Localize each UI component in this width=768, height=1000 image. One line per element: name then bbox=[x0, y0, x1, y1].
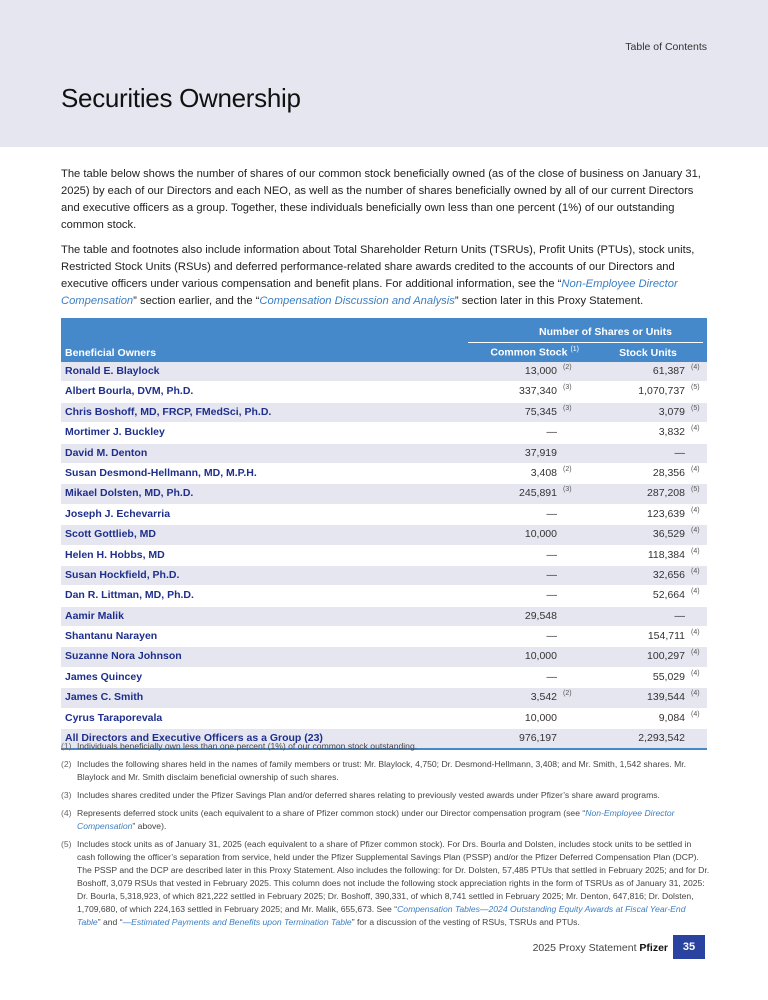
intro-paragraph-2 bbox=[61, 242, 711, 310]
common-stock-value: — bbox=[546, 568, 557, 581]
intro-text bbox=[61, 166, 711, 318]
table-header bbox=[61, 318, 707, 362]
footer-doc-label: 2025 Proxy Statement bbox=[532, 942, 640, 954]
common-stock-value: 75,345 bbox=[524, 405, 557, 418]
table-row bbox=[61, 668, 707, 688]
estimated-payments-link[interactable]: —Estimated Payments and Benefits upon Termination Table bbox=[122, 917, 352, 927]
table-row bbox=[61, 484, 707, 504]
group-header: Number of Shares or Units bbox=[538, 326, 673, 338]
table-row bbox=[61, 709, 707, 729]
stock-units-footnote: (4) bbox=[691, 547, 700, 555]
owner-name: Mortimer J. Buckley bbox=[65, 426, 165, 439]
stock-units-value: 55,029 bbox=[652, 670, 685, 683]
intro-text-segment: The table and footnotes also include information about Total Shareholder Return Units (TSRUs), Profit Units (PTUs), stock units, Restricted Stock Units (RSUs) and deferred performance-related share awards credited to the accounts of our Directors and executive officers under various compensation and benefit plans. For additional information, see the “ bbox=[61, 244, 695, 290]
owner-name: Mikael Dolsten, MD, Ph.D. bbox=[65, 487, 194, 500]
owner-name: Cyrus Taraporevala bbox=[65, 711, 163, 724]
footnote-text: Includes shares credited under the Pfizer Savings Plan and/or deferred shares relating to previously vested awards under Pfizer’s share award programs. bbox=[77, 790, 660, 800]
stock-units-footnote: (5) bbox=[691, 384, 700, 392]
table-row bbox=[61, 464, 707, 484]
footnote-text: Includes the following shares held in the names of family members or trust: Mr. Blaylock, 4,750; Dr. Desmond-Hellmann, 3,408; and Mr. Smith, 1,542 shares. Mr. Blaylock and Mr. Smith disclaim beneficial ownership of such shares. bbox=[77, 759, 686, 782]
table-row bbox=[61, 362, 707, 382]
common-stock-value: 245,891 bbox=[519, 487, 557, 500]
stock-units-value: 52,664 bbox=[652, 589, 685, 602]
footer-label bbox=[533, 942, 668, 954]
footnote-4 bbox=[61, 807, 711, 833]
common-stock-footnote: (2) bbox=[563, 465, 572, 473]
stock-units-footnote: (4) bbox=[691, 425, 700, 433]
footnotes bbox=[61, 740, 711, 934]
owner-name: Scott Gottlieb, MD bbox=[65, 528, 156, 541]
owner-name: Albert Bourla, DVM, Ph.D. bbox=[65, 385, 194, 398]
common-stock-footnote: (3) bbox=[563, 404, 572, 412]
stock-units-value: 3,079 bbox=[658, 405, 685, 418]
stock-units-value: 123,639 bbox=[647, 507, 685, 520]
stock-units-footnote: (4) bbox=[691, 465, 700, 473]
owner-name: Susan Hockfield, Ph.D. bbox=[65, 568, 180, 581]
table-row bbox=[61, 627, 707, 647]
footnote-text-segment: Includes stock units as of January 31, 2025 (each equivalent to a share of Pfizer common stock). For Drs. Bourla and Dolsten, includes stock units to be settled in cash following the officer’s separation from service, held under the Pfizer Supplemental Savings Plan (PSSP) and/or the Pfizer Deferred Compensation Plan (DCP). The PSSP and the DCP are described later in this Proxy Statement. Also includes the following: for Dr. Dolsten, 57,485 PTUs that settled in February 2025; and for Dr. Boshoff, 3,079 RSUs that vested in February 2025. This column does not include the following stock appreciation rights in the form of TSRUs as of January 31, 2025: Dr. Bourla, 5,318,923, of which 821,222 settled in February 2025; Dr. Boshoff, 390,331, of which 8,741 settled in February 2025; Mr. Denton, 647,816; Dr. Dolsten, 1,709,680, of which 224,163 settled in February 2025; and Mr. Malik, 655,673. See “ bbox=[77, 839, 710, 914]
common-stock-footnote: (2) bbox=[563, 364, 572, 371]
non-employee-director-compensation-link[interactable]: Non-Employee Director Compensation bbox=[77, 808, 675, 831]
common-stock-value: 13,000 bbox=[524, 365, 557, 377]
owner-name: James C. Smith bbox=[65, 691, 144, 704]
stock-units-value: 3,832 bbox=[658, 426, 685, 439]
stock-units-value: 118,384 bbox=[647, 548, 685, 561]
intro-text-segment: ” section later in this Proxy Statement. bbox=[454, 295, 644, 307]
common-stock-value: 976,197 bbox=[519, 732, 557, 745]
intro-paragraph-1: The table below shows the number of shares of our common stock beneficially owned (as of the close of business on January 31, 2025) by each of our Directors and each NEO, as well as the number of shares beneficially owned by all of our current Directors and executive officers as a group. Together, these individuals beneficially own less than one percent (1%) of our outstanding common stock. bbox=[61, 168, 701, 231]
stock-units-value: 1,070,737 bbox=[638, 385, 685, 398]
footnote-text-segment: ” above). bbox=[132, 821, 167, 831]
ownership-table bbox=[61, 318, 707, 750]
owner-name: Helen H. Hobbs, MD bbox=[65, 548, 165, 561]
common-stock-value: — bbox=[546, 507, 557, 520]
cd-and-a-link[interactable]: Compensation Discussion and Analysis bbox=[259, 295, 455, 307]
common-stock-value: 10,000 bbox=[524, 650, 557, 663]
footnote-text-segment: Represents deferred stock units (each equivalent to a share of Pfizer common stock) under our Director compensation program (see “ bbox=[77, 808, 586, 818]
stock-units-footnote: (4) bbox=[691, 649, 700, 657]
common-stock-value: 10,000 bbox=[524, 528, 557, 541]
table-body bbox=[61, 362, 707, 750]
common-stock-value: — bbox=[546, 630, 557, 643]
owner-name: Susan Desmond-Hellmann, MD, M.P.H. bbox=[65, 466, 257, 479]
non-employee-director-compensation-link[interactable]: Non-Employee Director Compensation bbox=[61, 278, 678, 307]
footnote-number: (2) bbox=[61, 759, 72, 769]
stock-units-value: 28,356 bbox=[652, 466, 685, 479]
owner-name: Aamir Malik bbox=[65, 609, 124, 622]
stock-units-footnote: (4) bbox=[691, 567, 700, 575]
stock-units-value: 36,529 bbox=[652, 528, 685, 541]
footnote-2 bbox=[61, 758, 711, 784]
footnote-ref: (1) bbox=[570, 346, 579, 353]
common-stock-value: 3,542 bbox=[530, 691, 557, 704]
table-of-contents-link[interactable]: Table of Contents bbox=[625, 41, 707, 53]
table-row bbox=[61, 505, 707, 525]
footnote-number: (3) bbox=[61, 790, 72, 800]
footnote-5 bbox=[61, 838, 711, 929]
table-row bbox=[61, 382, 707, 402]
stock-units-footnote: (4) bbox=[691, 710, 700, 718]
owner-name: David M. Denton bbox=[65, 446, 148, 459]
column-header-owners: Beneficial Owners bbox=[65, 347, 157, 359]
common-stock-footnote: (2) bbox=[563, 690, 572, 698]
footnote-number: (4) bbox=[61, 808, 72, 818]
common-stock-value: 29,548 bbox=[524, 609, 557, 622]
owner-name: Shantanu Narayen bbox=[65, 630, 158, 643]
footnote-number: (1) bbox=[61, 741, 72, 751]
table-row bbox=[61, 525, 707, 545]
outstanding-equity-awards-link[interactable]: Compensation Tables—2024 Outstanding Equity Awards at Fiscal Year-End Table bbox=[77, 904, 686, 927]
common-stock-footnote: (3) bbox=[563, 486, 572, 494]
common-stock-value: — bbox=[546, 426, 557, 439]
common-stock-footnote: (3) bbox=[563, 384, 572, 392]
common-stock-value: 37,919 bbox=[524, 446, 557, 459]
footnote-number: (5) bbox=[61, 839, 72, 849]
stock-units-footnote: (4) bbox=[691, 629, 700, 637]
footnote-text-segment: ” and “ bbox=[97, 917, 123, 927]
stock-units-footnote: (4) bbox=[691, 364, 700, 371]
common-stock-value: — bbox=[546, 589, 557, 602]
stock-units-footnote: (4) bbox=[691, 690, 700, 698]
owner-name: Ronald E. Blaylock bbox=[65, 365, 160, 377]
column-header-label: Common Stock bbox=[490, 346, 568, 359]
footer-brand: Pfizer bbox=[639, 942, 668, 954]
footnote-3 bbox=[61, 789, 711, 802]
column-header-common-stock bbox=[481, 346, 579, 359]
stock-units-value: 32,656 bbox=[652, 568, 685, 581]
common-stock-value: 10,000 bbox=[524, 711, 557, 724]
header-band bbox=[0, 0, 768, 147]
owner-name: Dan R. Littman, MD, Ph.D. bbox=[65, 589, 194, 602]
table-row bbox=[61, 423, 707, 443]
stock-units-footnote: (5) bbox=[691, 486, 700, 494]
table-row bbox=[61, 566, 707, 586]
owner-name: All Directors and Executive Officers as a Group (23) bbox=[65, 732, 323, 745]
stock-units-footnote: (4) bbox=[691, 527, 700, 535]
table-row bbox=[61, 688, 707, 708]
footnote-text: Individuals beneficially own less than one percent (1%) of our common stock outstanding. bbox=[77, 741, 418, 751]
stock-units-footnote: (4) bbox=[691, 506, 700, 514]
stock-units-value: 2,293,542 bbox=[638, 732, 685, 745]
common-stock-value: 3,408 bbox=[530, 466, 557, 479]
column-header-stock-units: Stock Units bbox=[619, 347, 677, 359]
stock-units-value: 9,084 bbox=[658, 711, 685, 724]
table-row bbox=[61, 403, 707, 423]
common-stock-value: — bbox=[546, 548, 557, 561]
stock-units-value: 139,544 bbox=[647, 691, 685, 704]
page-number-badge: 35 bbox=[673, 935, 705, 959]
owner-name: Chris Boshoff, MD, FRCP, FMedSci, Ph.D. bbox=[65, 405, 272, 418]
owner-name: Joseph J. Echevarria bbox=[65, 507, 171, 520]
stock-units-value: 61,387 bbox=[652, 365, 685, 377]
owner-name: Suzanne Nora Johnson bbox=[65, 650, 182, 663]
table-row bbox=[61, 444, 707, 464]
stock-units-value: 287,208 bbox=[647, 487, 685, 500]
table-row bbox=[61, 546, 707, 566]
table-row bbox=[61, 586, 707, 606]
stock-units-footnote: (4) bbox=[691, 588, 700, 596]
stock-units-value: — bbox=[674, 446, 685, 459]
intro-text-segment: ” section earlier, and the “ bbox=[133, 295, 260, 307]
common-stock-value: — bbox=[546, 670, 557, 683]
group-header-rule bbox=[468, 342, 703, 343]
stock-units-footnote: (4) bbox=[691, 669, 700, 677]
table-row bbox=[61, 647, 707, 667]
stock-units-value: — bbox=[674, 609, 685, 622]
footnote-text bbox=[77, 838, 711, 929]
stock-units-footnote: (5) bbox=[691, 404, 700, 412]
table-row bbox=[61, 607, 707, 627]
footnote-1 bbox=[61, 740, 711, 753]
footnote-text-segment: ” for a discussion of the vesting of RSUs, TSRUs and PTUs. bbox=[351, 917, 580, 927]
owner-name: James Quincey bbox=[65, 670, 143, 683]
stock-units-value: 100,297 bbox=[647, 650, 685, 663]
stock-units-value: 154,711 bbox=[647, 630, 685, 643]
page-title: Securities Ownership bbox=[61, 83, 301, 113]
footnote-text bbox=[77, 807, 711, 833]
common-stock-value: 337,340 bbox=[519, 385, 557, 398]
